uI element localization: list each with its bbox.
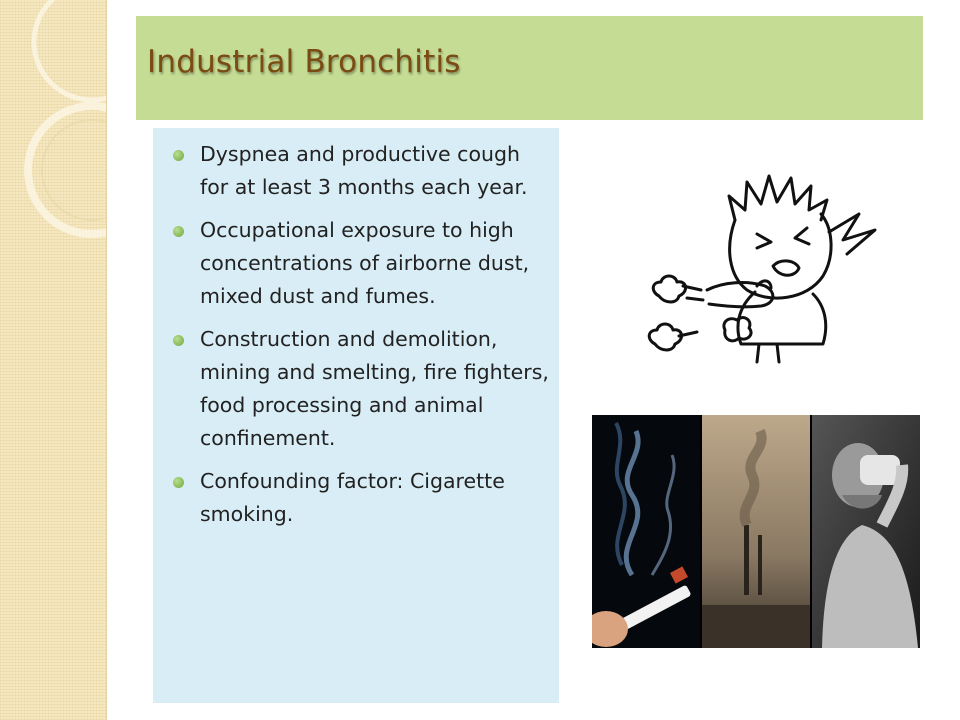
decorative-side-strip <box>0 0 107 720</box>
bullet-text: Occupational exposure to high concentrations of airborne dust, mixed dust and fumes. <box>200 218 530 308</box>
bullet-icon <box>173 477 184 488</box>
bullet-icon <box>173 150 184 161</box>
bullet-icon <box>173 226 184 237</box>
bullet-item <box>153 323 553 455</box>
bullet-text: Dyspnea and productive cough for at least 3 months each year. <box>200 142 528 199</box>
coughing-child-image <box>637 158 887 370</box>
smoke-and-pollution-photo <box>592 415 920 648</box>
slide-title: Industrial Bronchitis <box>147 44 461 80</box>
decorative-circles <box>0 0 106 720</box>
coughing-child-icon <box>637 158 887 370</box>
bullet-item <box>153 214 553 313</box>
bullet-item <box>153 465 553 531</box>
content-box <box>153 128 559 703</box>
bullet-list <box>153 138 553 531</box>
bullet-text: Confounding factor: Cigarette smoking. <box>200 469 505 526</box>
bullet-item <box>153 138 553 204</box>
bullet-text: Construction and demolition, mining and smelting, fire fighters, food processing and animal confinement. <box>200 327 549 450</box>
bullet-icon <box>173 335 184 346</box>
smoke-collage-icon <box>592 415 920 648</box>
